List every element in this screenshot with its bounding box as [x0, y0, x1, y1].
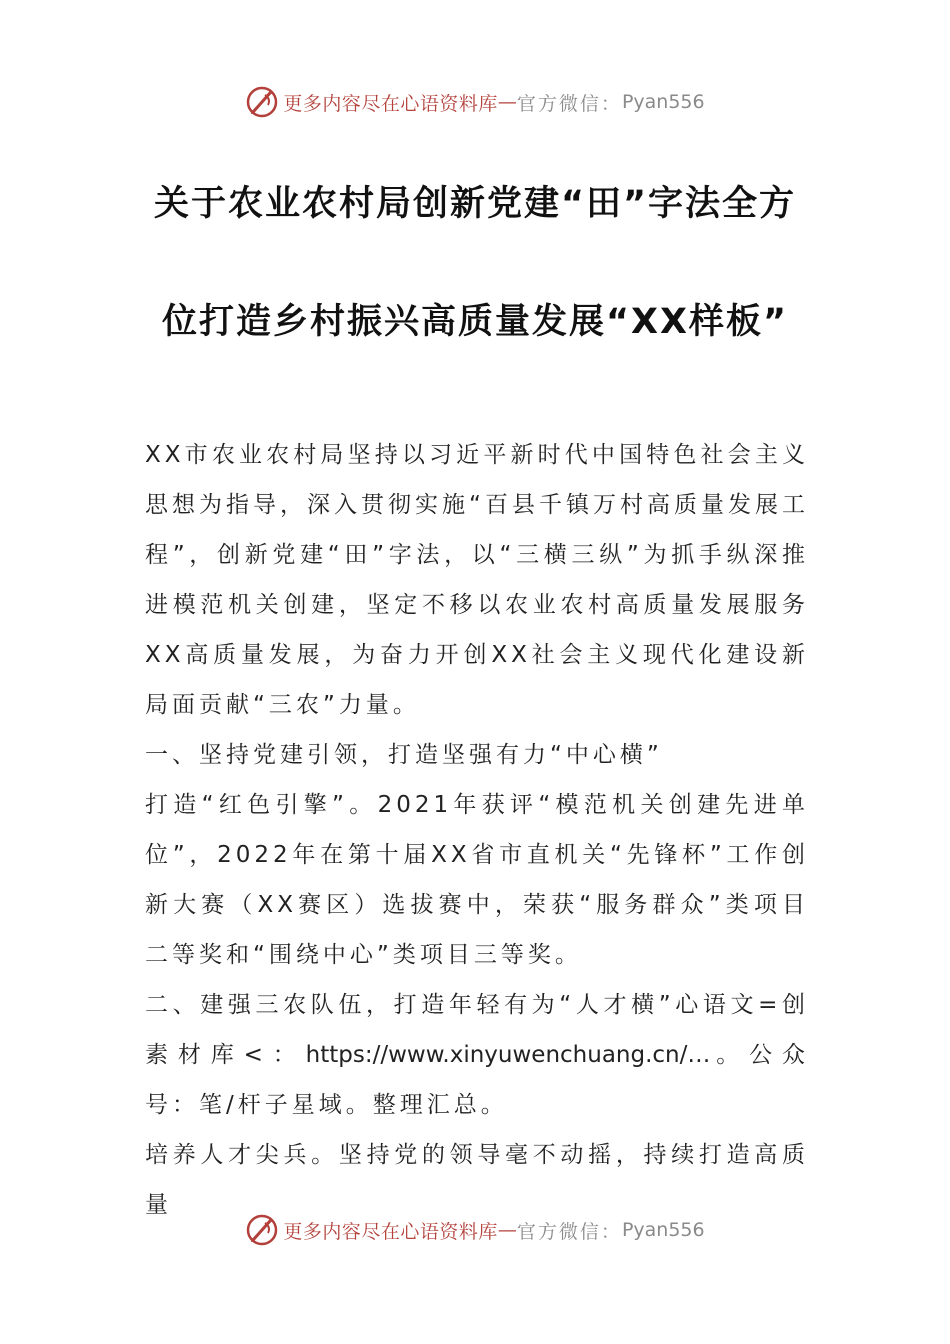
- banner-wechat-id: Pyan556: [621, 1219, 705, 1241]
- footer-banner: [0, 1210, 950, 1250]
- paragraph-red-engine: 打造“红色引擎”。2021年获评“模范机关创建先进单位”，2022年在第十届XX省市直机关“先锋杯”工作创新大赛（XX赛区）选拔赛中，荣获“服务群众”类项目二等奖和“围绕中心”类项目三等奖。: [145, 792, 809, 968]
- banner-dash: —: [497, 91, 517, 113]
- section-heading-2-suffix: 。公众号：笔/杆子星域。整理汇总。: [145, 1042, 810, 1118]
- banner-wechat-label: 官方微信：: [516, 1220, 622, 1243]
- section-heading-1: 一、坚持党建引领，打造坚强有力“中心横”: [145, 742, 663, 768]
- document-body: [145, 430, 809, 1230]
- document-title-line-1: 关于农业农村局创新党建“田”字法全方: [153, 184, 796, 224]
- paragraph-talent: 培养人才尖兵。坚持党的领导毫不动摇，持续打造高质量: [145, 1142, 809, 1218]
- banner-brand-text: 更多内容尽在心语资料库: [283, 92, 498, 115]
- pen-circle-logo-icon: [245, 85, 279, 119]
- source-link[interactable]: https://www.xinyuwenchuang.cn/…: [305, 1042, 711, 1068]
- banner-brand-text: 更多内容尽在心语资料库: [283, 1220, 498, 1243]
- document-title-line-2: 位打造乡村振兴高质量发展“XX样板”: [162, 302, 788, 342]
- section-heading-2-text: 二、建强三农队伍，打造年轻有为“人才横”心语文=创素材库<：: [145, 992, 809, 1068]
- pen-circle-logo-icon: [245, 1213, 279, 1247]
- section-heading-2: [145, 980, 809, 1130]
- banner-dash: —: [497, 1219, 517, 1241]
- paragraph-intro: XX市农业农村局坚持以习近平新时代中国特色社会主义思想为指导，深入贯彻实施“百县千镇万村高质量发展工程”，创新党建“田”字法，以“三横三纵”为抓手纵深推进模范机关创建，坚定不移以农业农村高质量发展服务XX高质量发展，为奋力开创XX社会主义现代化建设新局面贡献“三农”力量。: [145, 442, 809, 718]
- banner-wechat-id: Pyan556: [621, 91, 705, 113]
- header-banner: [0, 82, 950, 122]
- banner-wechat-label: 官方微信：: [516, 92, 622, 115]
